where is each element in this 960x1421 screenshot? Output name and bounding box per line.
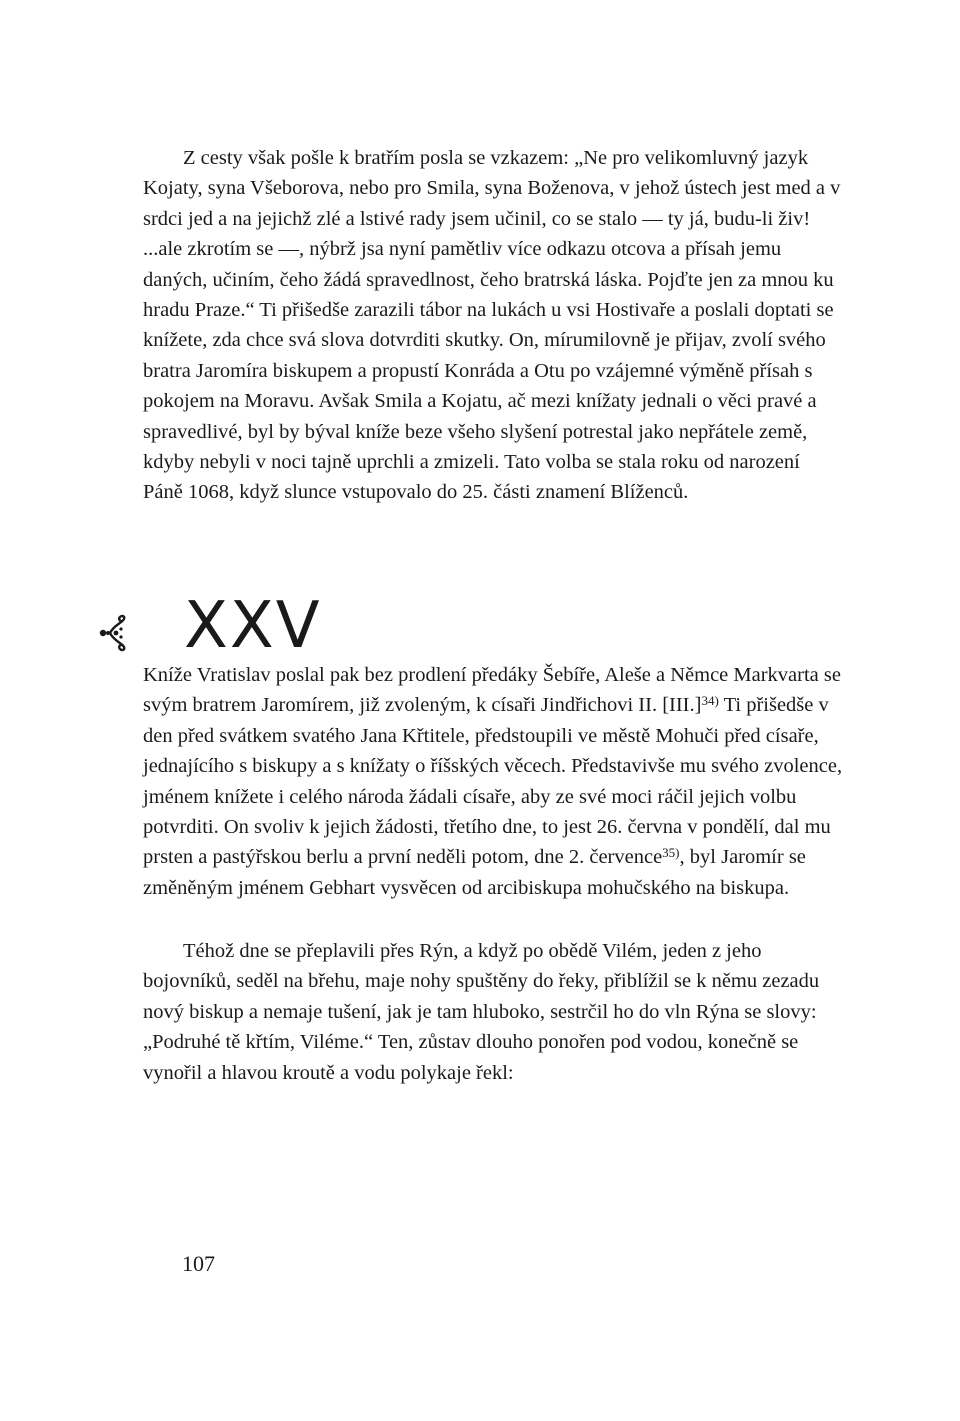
paragraph-rhine: Téhož dne se přeplavili přes Rýn, a když po obědě Vilém, jeden z jeho bojovníků, seděl na břehu, maje nohy spuštěny do řeky, přiblížil se k němu zezadu nový biskup a nemaje tušení, jak je tam hluboko, sestrčil ho do vln Rýna se slovy: „Podruhé tě křtím, Viléme.“ Ten, zůstav dlouho ponořen pod vodou, konečně se vynořil a hlavou kroutě a vodu polykaje řekl: (143, 940, 820, 1084)
footnote-marker: 35) (662, 845, 680, 861)
chapter-heading: XXV (184, 589, 322, 663)
paragraph-text-a: Kníže Vratislav poslal pak bez prodlení předáky Šebíře, Aleše a Němce Markvarta se svým bratrem Jaromírem, již zvoleným, k císaři Jindřichovi II. [III.] (143, 664, 841, 717)
paragraph-opening: Z cesty však pošle k bratřím posla se vzkazem: „Ne pro velikomluvný jazyk Kojaty, syna Všeborova, nebo pro Smila, syna Boženova, v jehož ústech jest med a v srdci jed a na jejichž zlé a lstivé rady jsem učinil, co se stalo — ty já, budu-li živ! ...ale zkrotím se —, nýbrž jsa nyní pamětliv více odkazu otcova a přísah jemu daných, učiním, čeho žádá spravedlnost, čeho bratrská láska. Pojďte jen za mnou ku hradu Praze.“ Ti přišedše zarazili tábor na lukách u vsi Hostivaře a poslali doptati se knížete, zda chce svá slova dotvrditi skutky. On, mírumilovně je přijav, zvolí svého bratra Jaromíra biskupem a propustí Konráda a Otu po vzájemné výměně přísah s pokojem na Moravu. Avšak Smila a Kojatu, ač mezi knížaty jednali o věci pravé a spravedlivé, byl by býval kníže beze všeho slyšení potrestal jako nepřátele země, kdyby nebyli v noci tajně uprchli a zmizeli. Tato volba se stala roku od narození Páně 1068, když slunce vstupovalo do 25. části znamení Blíženců. (143, 147, 841, 504)
fleuron-icon (98, 613, 132, 653)
paragraph-chapter-start (143, 660, 843, 903)
paragraph-text-c: , byl Jaromír se změněným jménem Gebhart vysvěcen od arcibiskupa mohučského na biskupa. (143, 846, 806, 899)
page-number: 107 (182, 1251, 215, 1276)
paragraph-text-b: Ti přišedše v den před svátkem svatého Jana Křtitele, předstoupili ve městě Mohuči před císaře, jednajícího s biskupy a s knížaty o říšských věcech. Představivše mu svého zvolence, jménem knížete i celého národa žádali císaře, aby ze své moci ráčil jejich volbu potvrditi. On svoliv k jejich žádosti, třetího dne, to jest 26. června v pondělí, dal mu prsten a pastýřskou berlu a první neděli potom, dne 2. července (143, 694, 843, 869)
footnote-marker: 34) (701, 693, 719, 709)
